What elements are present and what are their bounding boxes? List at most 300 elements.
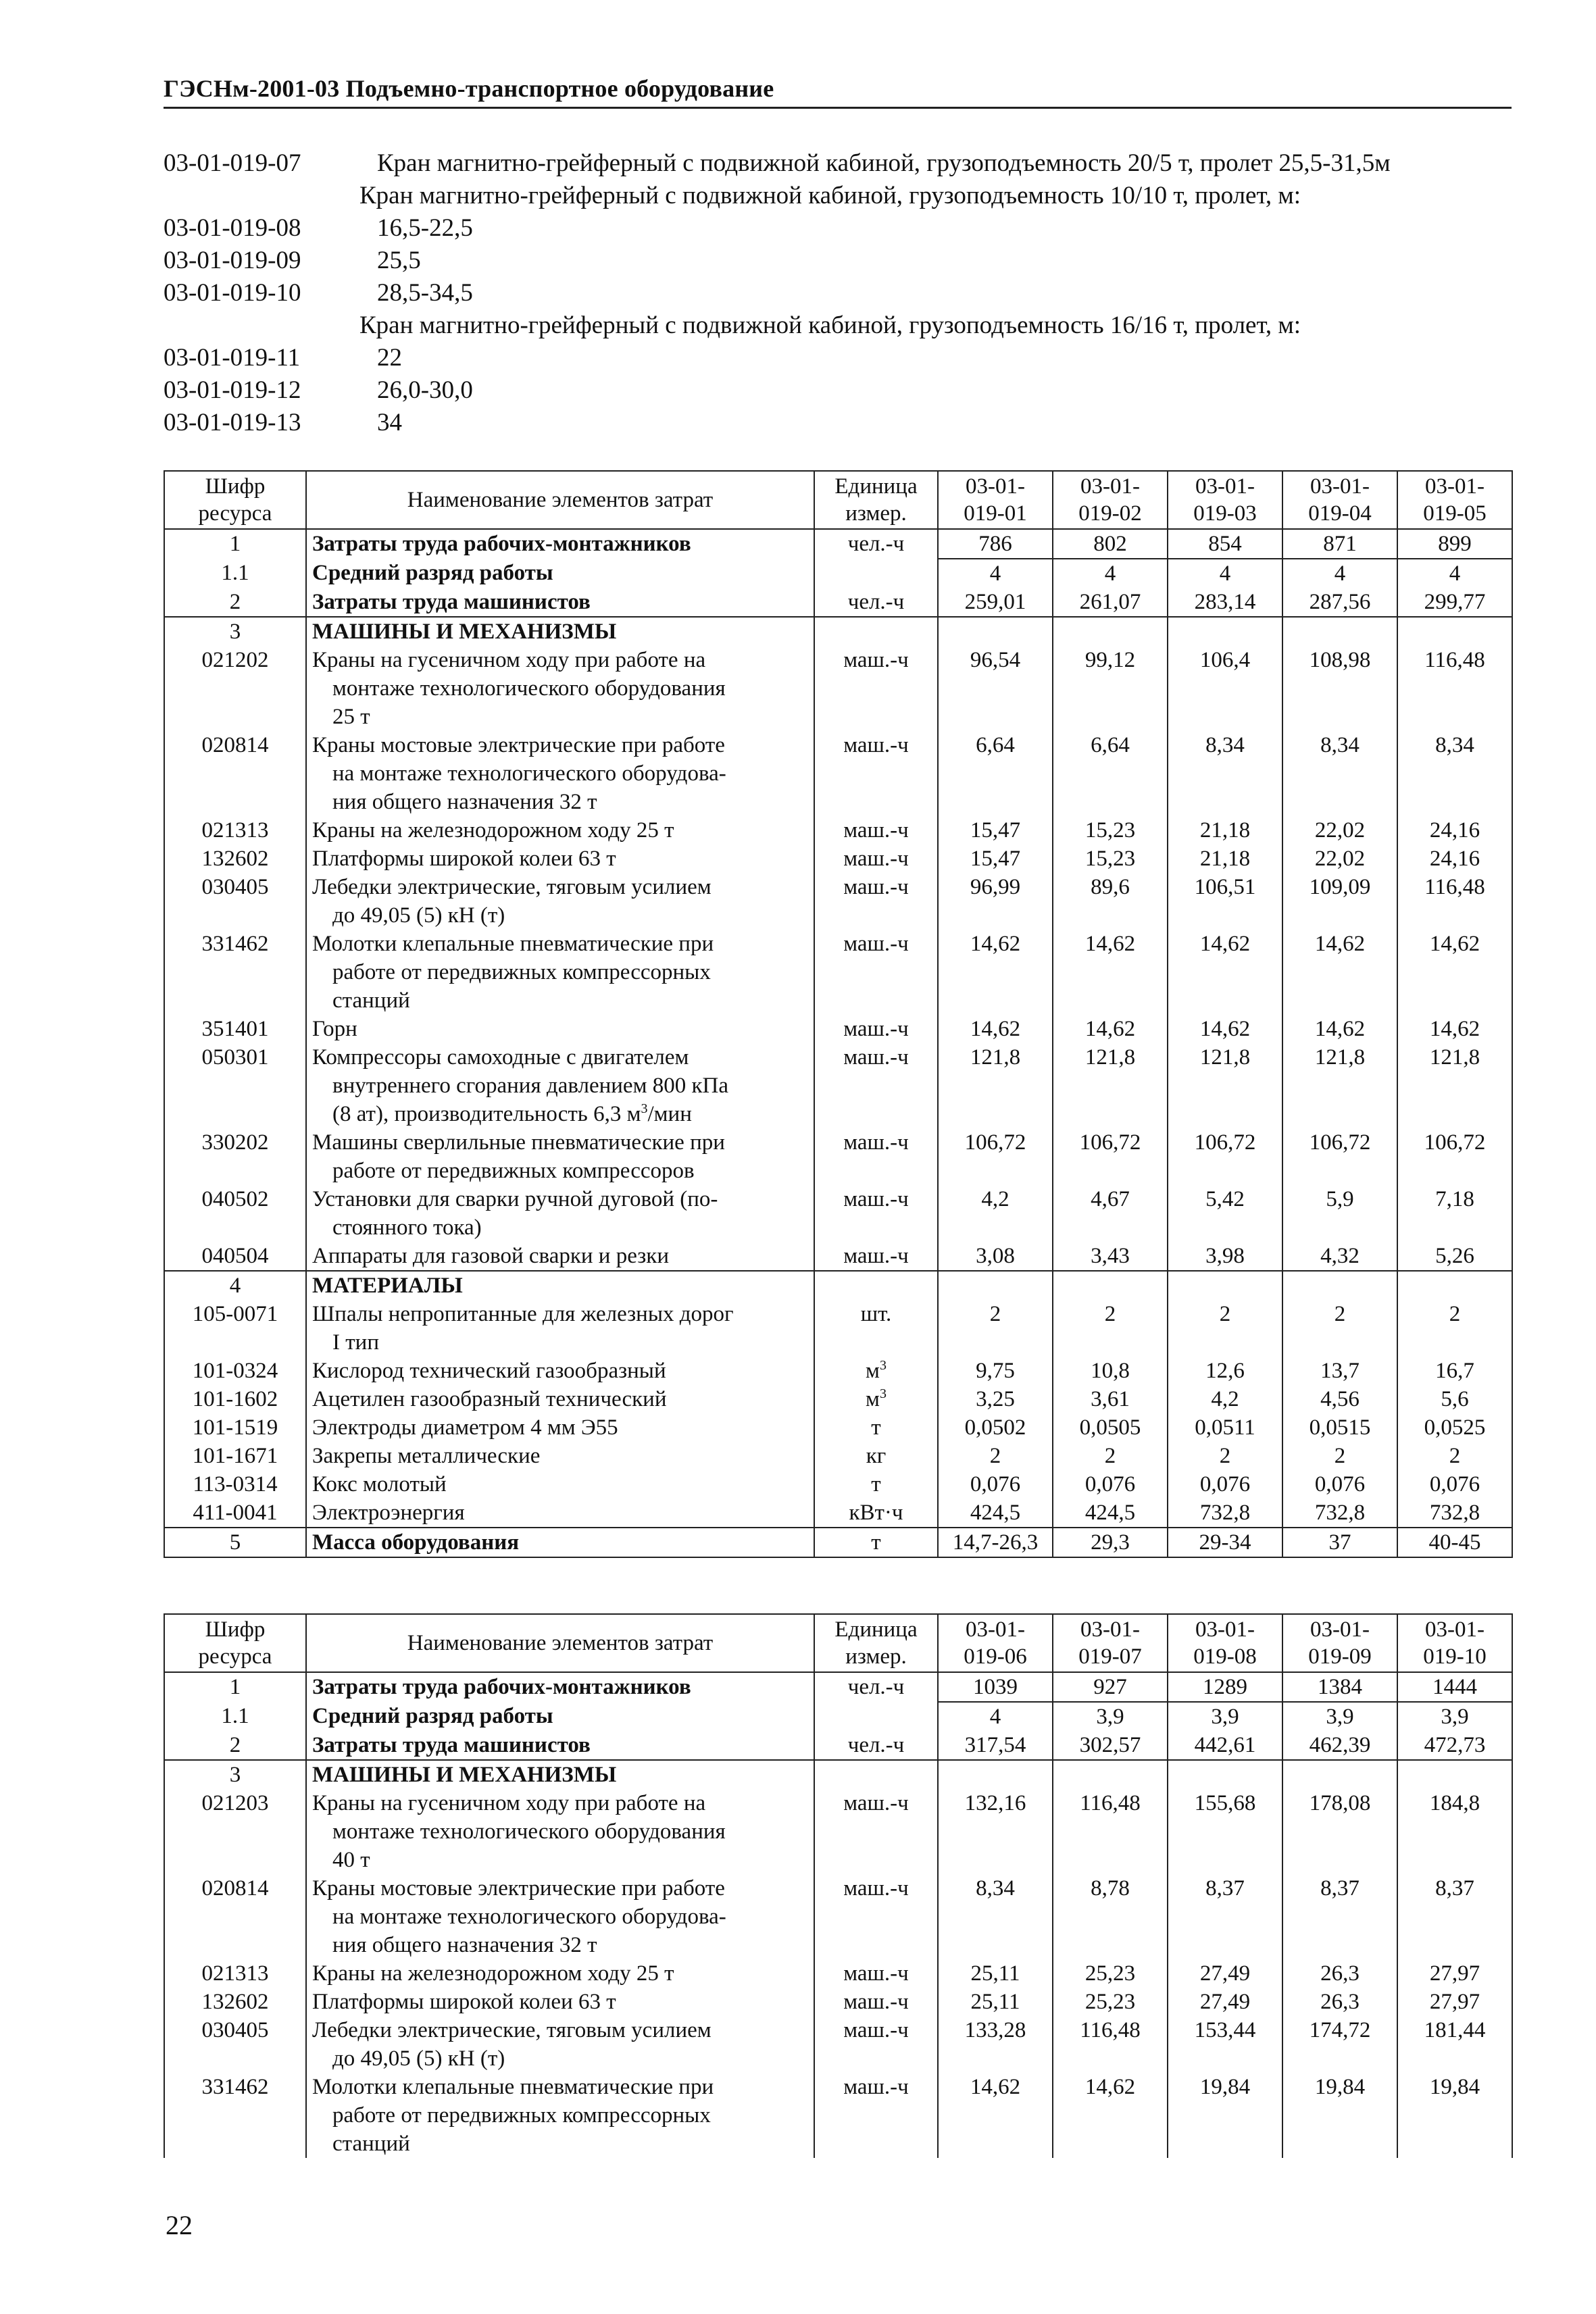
table-row — [164, 1413, 1512, 1442]
document-title: ГЭСНм-2001-03 Подъемно-транспортное оборудование — [164, 75, 774, 102]
cost-element-name — [306, 1672, 814, 1702]
resource-code: 331462 — [164, 2073, 306, 2158]
value-cell: 24,16 — [1397, 845, 1512, 873]
value-cell: 19,84 — [1397, 2073, 1512, 2158]
intro-item — [164, 180, 1522, 212]
cost-element-name — [306, 529, 814, 559]
value-cell: 4 — [1168, 559, 1282, 588]
value-cell: 5,6 — [1397, 1385, 1512, 1413]
table-row — [164, 588, 1512, 617]
table-row — [164, 1128, 1512, 1185]
col-header-code-number: 03-01- 019-07 — [1053, 1614, 1168, 1672]
cost-element-line: станций — [332, 2132, 410, 2156]
col-header-name: Наименование элементов затрат — [306, 471, 814, 529]
resource-code: 3 — [164, 1760, 306, 1789]
value-cell: 0,0515 — [1282, 1413, 1397, 1442]
cost-element-name — [306, 617, 814, 646]
cost-element-name — [306, 1357, 814, 1385]
value-cell: 25,23 — [1053, 1959, 1168, 1988]
value-cell: 12,6 — [1168, 1357, 1282, 1385]
value-cell — [1282, 617, 1397, 646]
resource-code: 105-0071 — [164, 1300, 306, 1357]
value-cell: 3,9 — [1397, 1702, 1512, 1731]
cost-element-line: Краны на гусеничном ходу при работе на — [312, 648, 706, 672]
table-row — [164, 1988, 1512, 2016]
resource-code: 113-0314 — [164, 1470, 306, 1499]
value-cell: 14,62 — [1282, 1015, 1397, 1043]
value-cell: 283,14 — [1168, 588, 1282, 617]
intro-text: 28,5-34,5 — [377, 279, 473, 307]
value-cell: 106,72 — [1168, 1128, 1282, 1185]
value-cell: 0,0505 — [1053, 1413, 1168, 1442]
value-cell: 184,8 — [1397, 1789, 1512, 1874]
cost-element-name — [306, 646, 814, 731]
value-cell: 1289 — [1168, 1672, 1282, 1702]
value-cell: 802 — [1053, 529, 1168, 559]
value-cell: 96,99 — [938, 873, 1053, 930]
cost-element-name — [306, 1413, 814, 1442]
value-cell: 121,8 — [1053, 1043, 1168, 1128]
value-cell: 8,37 — [1168, 1874, 1282, 1959]
table-header-row — [164, 471, 1512, 529]
value-cell: 462,39 — [1282, 1731, 1397, 1760]
cost-element-line: (8 ат), производительность 6,3 $м^3$/мин — [332, 1101, 692, 1126]
col-header-code-number: 03-01- 019-10 — [1397, 1614, 1512, 1672]
intro-text: Кран магнитно-грейферный с подвижной кабиной, грузоподъемность 20/5 т, пролет 25,5-31,5м — [377, 149, 1391, 177]
resource-code: 030405 — [164, 873, 306, 930]
cost-element-line: Краны на гусеничном ходу при работе на — [312, 1791, 706, 1815]
col-header-code: Шифр ресурса — [164, 471, 306, 529]
intro-item — [164, 374, 1522, 407]
value-cell: 22,02 — [1282, 845, 1397, 873]
resource-code: 351401 — [164, 1015, 306, 1043]
value-cell: 2 — [1397, 1442, 1512, 1470]
value-cell: 2 — [1282, 1300, 1397, 1357]
cost-element-name — [306, 731, 814, 816]
unit-of-measure — [814, 559, 938, 588]
cost-element-name — [306, 559, 814, 588]
unit-of-measure — [814, 1702, 938, 1731]
cost-element-name — [306, 1959, 814, 1988]
unit-of-measure: маш.-ч — [814, 873, 938, 930]
intro-text: Кран магнитно-грейферный с подвижной кабиной, грузоподъемность 10/10 т, пролет, м: — [359, 182, 1301, 209]
table-row — [164, 1357, 1512, 1385]
unit-of-measure: маш.-ч — [814, 1874, 938, 1959]
value-cell — [938, 1760, 1053, 1789]
col-header-code: Шифр ресурса — [164, 1614, 306, 1672]
value-cell — [1397, 1760, 1512, 1789]
value-cell: 3,9 — [1282, 1702, 1397, 1731]
unit-of-measure: т — [814, 1470, 938, 1499]
value-cell: 6,64 — [1053, 731, 1168, 816]
resource-code: 020814 — [164, 731, 306, 816]
cost-element-line: Краны на железнодорожном ходу 25 т — [312, 1961, 674, 1986]
resource-code: 021313 — [164, 816, 306, 845]
value-cell: 854 — [1168, 529, 1282, 559]
value-cell: 22,02 — [1282, 816, 1397, 845]
intro-code: 03-01-019-08 — [164, 214, 301, 242]
value-cell: 19,84 — [1282, 2073, 1397, 2158]
value-cell: 89,6 — [1053, 873, 1168, 930]
cost-element-line: работе от передвижных компрессорных — [332, 2103, 711, 2128]
col-header-code-number: 03-01- 019-08 — [1168, 1614, 1282, 1672]
value-cell: 99,12 — [1053, 646, 1168, 731]
unit-of-measure — [814, 617, 938, 646]
col-header-unit: Единица измер. — [814, 1614, 938, 1672]
unit-of-measure — [814, 1760, 938, 1789]
cost-element-name — [306, 1300, 814, 1357]
value-cell: 299,77 — [1397, 588, 1512, 617]
unit-of-measure: маш.-ч — [814, 1789, 938, 1874]
cost-element-line: Краны мостовые электрические при работе — [312, 733, 725, 757]
value-cell: 5,26 — [1397, 1242, 1512, 1271]
value-cell: 261,07 — [1053, 588, 1168, 617]
value-cell: 106,72 — [938, 1128, 1053, 1185]
value-cell — [1397, 1271, 1512, 1300]
value-cell: 1039 — [938, 1672, 1053, 1702]
cost-element-line: Электроэнергия — [312, 1501, 465, 1525]
value-cell: 0,076 — [938, 1470, 1053, 1499]
value-cell: 4 — [1282, 559, 1397, 588]
cost-element-line: ния общего назначения 32 т — [332, 1933, 597, 1957]
intro-code: 03-01-019-12 — [164, 376, 301, 404]
unit-of-measure: маш.-ч — [814, 1959, 938, 1988]
intro-item — [164, 342, 1522, 374]
table-row — [164, 731, 1512, 816]
unit-of-measure: маш.-ч — [814, 2073, 938, 2158]
value-cell: 8,34 — [1397, 731, 1512, 816]
value-cell: 2 — [1282, 1442, 1397, 1470]
intro-code — [164, 309, 359, 342]
value-cell: 442,61 — [1168, 1731, 1282, 1760]
cost-element-name — [306, 1442, 814, 1470]
intro-code — [164, 180, 359, 212]
cost-element-line: Молотки клепальные пневматические при — [312, 932, 714, 956]
unit-of-measure: маш.-ч — [814, 930, 938, 1015]
cost-element-line: 25 т — [332, 705, 370, 729]
cost-element-name — [306, 1385, 814, 1413]
table-header-row — [164, 1614, 1512, 1672]
cost-element-line: на монтаже технологического оборудова- — [332, 761, 726, 786]
resource-code: 331462 — [164, 930, 306, 1015]
unit-of-measure: т — [814, 1528, 938, 1557]
cost-element-line: Затраты труда рабочих-монтажников — [312, 532, 691, 556]
col-header-code-number: 03-01- 019-02 — [1053, 471, 1168, 529]
value-cell: 15,23 — [1053, 845, 1168, 873]
unit-of-measure: маш.-ч — [814, 1043, 938, 1128]
value-cell: 732,8 — [1282, 1499, 1397, 1528]
value-cell: 116,48 — [1397, 646, 1512, 731]
value-cell: 0,0525 — [1397, 1413, 1512, 1442]
intro-text: 25,5 — [377, 247, 421, 274]
value-cell: 3,9 — [1053, 1702, 1168, 1731]
table-row — [164, 1959, 1512, 1988]
table-row — [164, 1442, 1512, 1470]
cost-element-line: Электроды диаметром 4 мм Э55 — [312, 1415, 618, 1440]
value-cell: 927 — [1053, 1672, 1168, 1702]
value-cell: 4,32 — [1282, 1242, 1397, 1271]
cost-element-line: МАШИНЫ И МЕХАНИЗМЫ — [312, 620, 617, 644]
value-cell: 2 — [1397, 1300, 1512, 1357]
value-cell: 14,62 — [938, 2073, 1053, 2158]
page-header — [164, 74, 1512, 109]
table-row — [164, 1528, 1512, 1557]
value-cell: 4 — [1053, 559, 1168, 588]
col-header-name: Наименование элементов затрат — [306, 1614, 814, 1672]
value-cell: 899 — [1397, 529, 1512, 559]
table-row — [164, 816, 1512, 845]
value-cell: 4,67 — [1053, 1185, 1168, 1242]
cost-element-name — [306, 1499, 814, 1528]
resource-code: 5 — [164, 1528, 306, 1557]
table-row — [164, 617, 1512, 646]
value-cell: 121,8 — [1397, 1043, 1512, 1128]
unit-of-measure: т — [814, 1413, 938, 1442]
table-row — [164, 2016, 1512, 2073]
value-cell: 5,9 — [1282, 1185, 1397, 1242]
cost-element-line: на монтаже технологического оборудова- — [332, 1905, 726, 1929]
cost-element-line: Платформы широкой колеи 63 т — [312, 847, 616, 871]
cost-element-name — [306, 1043, 814, 1128]
value-cell: 317,54 — [938, 1731, 1053, 1760]
cost-element-line: Горн — [312, 1017, 357, 1041]
unit-of-measure: чел.-ч — [814, 1672, 938, 1702]
col-header-unit: Единица измер. — [814, 471, 938, 529]
unit-of-measure: маш.-ч — [814, 646, 938, 731]
value-cell: 7,18 — [1397, 1185, 1512, 1242]
value-cell: 786 — [938, 529, 1053, 559]
table-row — [164, 1271, 1512, 1300]
value-cell: 871 — [1282, 529, 1397, 559]
value-cell — [1053, 1271, 1168, 1300]
value-cell: 424,5 — [938, 1499, 1053, 1528]
cost-element-name — [306, 1789, 814, 1874]
cost-element-line: Аппараты для газовой сварки и резки — [312, 1244, 669, 1268]
cost-element-line: I тип — [332, 1330, 379, 1355]
value-cell: 155,68 — [1168, 1789, 1282, 1874]
value-cell: 259,01 — [938, 588, 1053, 617]
col-header-code-number: 03-01- 019-05 — [1397, 471, 1512, 529]
value-cell: 96,54 — [938, 646, 1053, 731]
value-cell: 0,076 — [1397, 1470, 1512, 1499]
cost-element-name — [306, 1988, 814, 2016]
value-cell: 472,73 — [1397, 1731, 1512, 1760]
cost-element-name — [306, 816, 814, 845]
value-cell: 133,28 — [938, 2016, 1053, 2073]
table-row — [164, 1385, 1512, 1413]
unit-of-measure: кВт·ч — [814, 1499, 938, 1528]
cost-element-name — [306, 1470, 814, 1499]
resource-code: 040502 — [164, 1185, 306, 1242]
intro-text: 16,5-22,5 — [377, 214, 473, 242]
resource-code: 050301 — [164, 1043, 306, 1128]
cost-element-line: Затраты труда машинистов — [312, 1733, 591, 1757]
resource-code: 040504 — [164, 1242, 306, 1271]
value-cell: 14,62 — [1282, 930, 1397, 1015]
resource-code: 030405 — [164, 2016, 306, 2073]
value-cell: 21,18 — [1168, 816, 1282, 845]
value-cell: 4 — [938, 1702, 1053, 1731]
table-row — [164, 1185, 1512, 1242]
cost-element-line: Платформы широкой колеи 63 т — [312, 1990, 616, 2014]
resource-code: 020814 — [164, 1874, 306, 1959]
cost-element-line: Краны на железнодорожном ходу 25 т — [312, 818, 674, 842]
value-cell: 10,8 — [1053, 1357, 1168, 1385]
cost-element-line: Компрессоры самоходные с двигателем — [312, 1045, 689, 1070]
table-row — [164, 646, 1512, 731]
intro-text: 34 — [377, 409, 402, 436]
value-cell: 5,42 — [1168, 1185, 1282, 1242]
cost-element-name — [306, 845, 814, 873]
value-cell: 106,4 — [1168, 646, 1282, 731]
resource-code: 1 — [164, 529, 306, 559]
cost-element-line: станций — [332, 988, 410, 1013]
cost-element-name — [306, 1731, 814, 1760]
value-cell: 26,3 — [1282, 1959, 1397, 1988]
cost-element-line: до 49,05 (5) кН (т) — [332, 2046, 505, 2071]
resource-code: 101-1671 — [164, 1442, 306, 1470]
value-cell: 14,62 — [1053, 930, 1168, 1015]
value-cell: 21,18 — [1168, 845, 1282, 873]
value-cell: 287,56 — [1282, 588, 1397, 617]
value-cell: 8,34 — [938, 1874, 1053, 1959]
value-cell: 15,47 — [938, 845, 1053, 873]
resource-code: 021313 — [164, 1959, 306, 1988]
value-cell: 29,3 — [1053, 1528, 1168, 1557]
intro-item — [164, 147, 1522, 180]
value-cell — [1282, 1271, 1397, 1300]
cost-element-line: Кокс молотый — [312, 1472, 447, 1496]
table-row — [164, 845, 1512, 873]
table-row — [164, 1499, 1512, 1528]
intro-code: 03-01-019-07 — [164, 149, 301, 177]
cost-element-line: МАШИНЫ И МЕХАНИЗМЫ — [312, 1763, 617, 1787]
value-cell: 8,34 — [1168, 731, 1282, 816]
value-cell: 14,62 — [938, 1015, 1053, 1043]
value-cell — [1282, 1760, 1397, 1789]
cost-element-line: Масса оборудования — [312, 1530, 520, 1555]
table-row — [164, 1789, 1512, 1874]
intro-item — [164, 212, 1522, 245]
value-cell: 424,5 — [1053, 1499, 1168, 1528]
value-cell: 27,97 — [1397, 1988, 1512, 2016]
unit-of-measure: кг — [814, 1442, 938, 1470]
cost-element-line: Закрепы металлические — [312, 1444, 541, 1468]
unit-of-measure: $м^3$ — [814, 1357, 938, 1385]
intro-item — [164, 309, 1522, 342]
value-cell: 1444 — [1397, 1672, 1512, 1702]
cost-element-name — [306, 2073, 814, 2158]
value-cell: 106,51 — [1168, 873, 1282, 930]
resource-code: 132602 — [164, 845, 306, 873]
value-cell: 27,97 — [1397, 1959, 1512, 1988]
value-cell: 0,0502 — [938, 1413, 1053, 1442]
intro-list — [164, 147, 1522, 439]
cost-element-line: Средний разряд работы — [312, 561, 553, 585]
value-cell: 15,47 — [938, 816, 1053, 845]
value-cell: 8,78 — [1053, 1874, 1168, 1959]
value-cell: 4 — [1397, 559, 1512, 588]
intro-text: 22 — [377, 344, 402, 372]
col-header-code-number: 03-01- 019-06 — [938, 1614, 1053, 1672]
table-row — [164, 1470, 1512, 1499]
cost-element-line: Лебедки электрические, тяговым усилием — [312, 2018, 712, 2042]
value-cell — [1053, 617, 1168, 646]
intro-item — [164, 277, 1522, 309]
value-cell: 2 — [1168, 1442, 1282, 1470]
value-cell: 4 — [938, 559, 1053, 588]
cost-element-line: работе от передвижных компрессоров — [332, 1159, 695, 1183]
unit-of-measure: маш.-ч — [814, 1242, 938, 1271]
resource-code: 132602 — [164, 1988, 306, 2016]
value-cell — [938, 617, 1053, 646]
value-cell: 3,08 — [938, 1242, 1053, 1271]
value-cell: 15,23 — [1053, 816, 1168, 845]
value-cell: 121,8 — [938, 1043, 1053, 1128]
unit-of-measure: маш.-ч — [814, 2016, 938, 2073]
cost-element-line: Машины сверлильные пневматические при — [312, 1130, 725, 1155]
table-row — [164, 1242, 1512, 1271]
intro-code: 03-01-019-13 — [164, 409, 301, 436]
table-row — [164, 1300, 1512, 1357]
value-cell: 8,37 — [1397, 1874, 1512, 1959]
page-number: 22 — [166, 2210, 193, 2240]
value-cell: 8,37 — [1282, 1874, 1397, 1959]
resource-code: 1.1 — [164, 559, 306, 588]
resource-code: 2 — [164, 588, 306, 617]
cost-element-line: Затраты труда рабочих-монтажников — [312, 1675, 691, 1699]
value-cell: 14,62 — [1168, 930, 1282, 1015]
resource-code: 411-0041 — [164, 1499, 306, 1528]
value-cell: 106,72 — [1053, 1128, 1168, 1185]
value-cell: 4,56 — [1282, 1385, 1397, 1413]
cost-element-line: ния общего назначения 32 т — [332, 790, 597, 814]
value-cell: 2 — [1053, 1300, 1168, 1357]
value-cell: 2 — [938, 1300, 1053, 1357]
unit-of-measure: маш.-ч — [814, 845, 938, 873]
resource-table-2 — [164, 1613, 1513, 2158]
value-cell — [1397, 617, 1512, 646]
unit-of-measure: маш.-ч — [814, 1185, 938, 1242]
cost-element-name — [306, 1242, 814, 1271]
table-row — [164, 1043, 1512, 1128]
value-cell: 2 — [1168, 1300, 1282, 1357]
cost-element-line: стоянного тока) — [332, 1215, 482, 1240]
value-cell — [1168, 1760, 1282, 1789]
resource-code: 4 — [164, 1271, 306, 1300]
value-cell: 24,16 — [1397, 816, 1512, 845]
cost-element-line: Средний разряд работы — [312, 1704, 553, 1728]
cost-element-line: Ацетилен газообразный технический — [312, 1387, 667, 1411]
cost-element-line: Краны мостовые электрические при работе — [312, 1876, 725, 1901]
col-header-code-number: 03-01- 019-01 — [938, 471, 1053, 529]
table-row — [164, 1672, 1512, 1702]
value-cell: 108,98 — [1282, 646, 1397, 731]
value-cell: 109,09 — [1282, 873, 1397, 930]
resource-code: 330202 — [164, 1128, 306, 1185]
value-cell: 4,2 — [938, 1185, 1053, 1242]
cost-element-name — [306, 930, 814, 1015]
resource-code: 101-1602 — [164, 1385, 306, 1413]
value-cell: 2 — [938, 1442, 1053, 1470]
value-cell: 0,076 — [1168, 1470, 1282, 1499]
value-cell: 121,8 — [1282, 1043, 1397, 1128]
value-cell: 25,11 — [938, 1959, 1053, 1988]
intro-text: Кран магнитно-грейферный с подвижной кабиной, грузоподъемность 16/16 т, пролет, м: — [359, 311, 1301, 339]
value-cell: 3,43 — [1053, 1242, 1168, 1271]
resource-code: 1 — [164, 1672, 306, 1702]
value-cell: 14,7-26,3 — [938, 1528, 1053, 1557]
